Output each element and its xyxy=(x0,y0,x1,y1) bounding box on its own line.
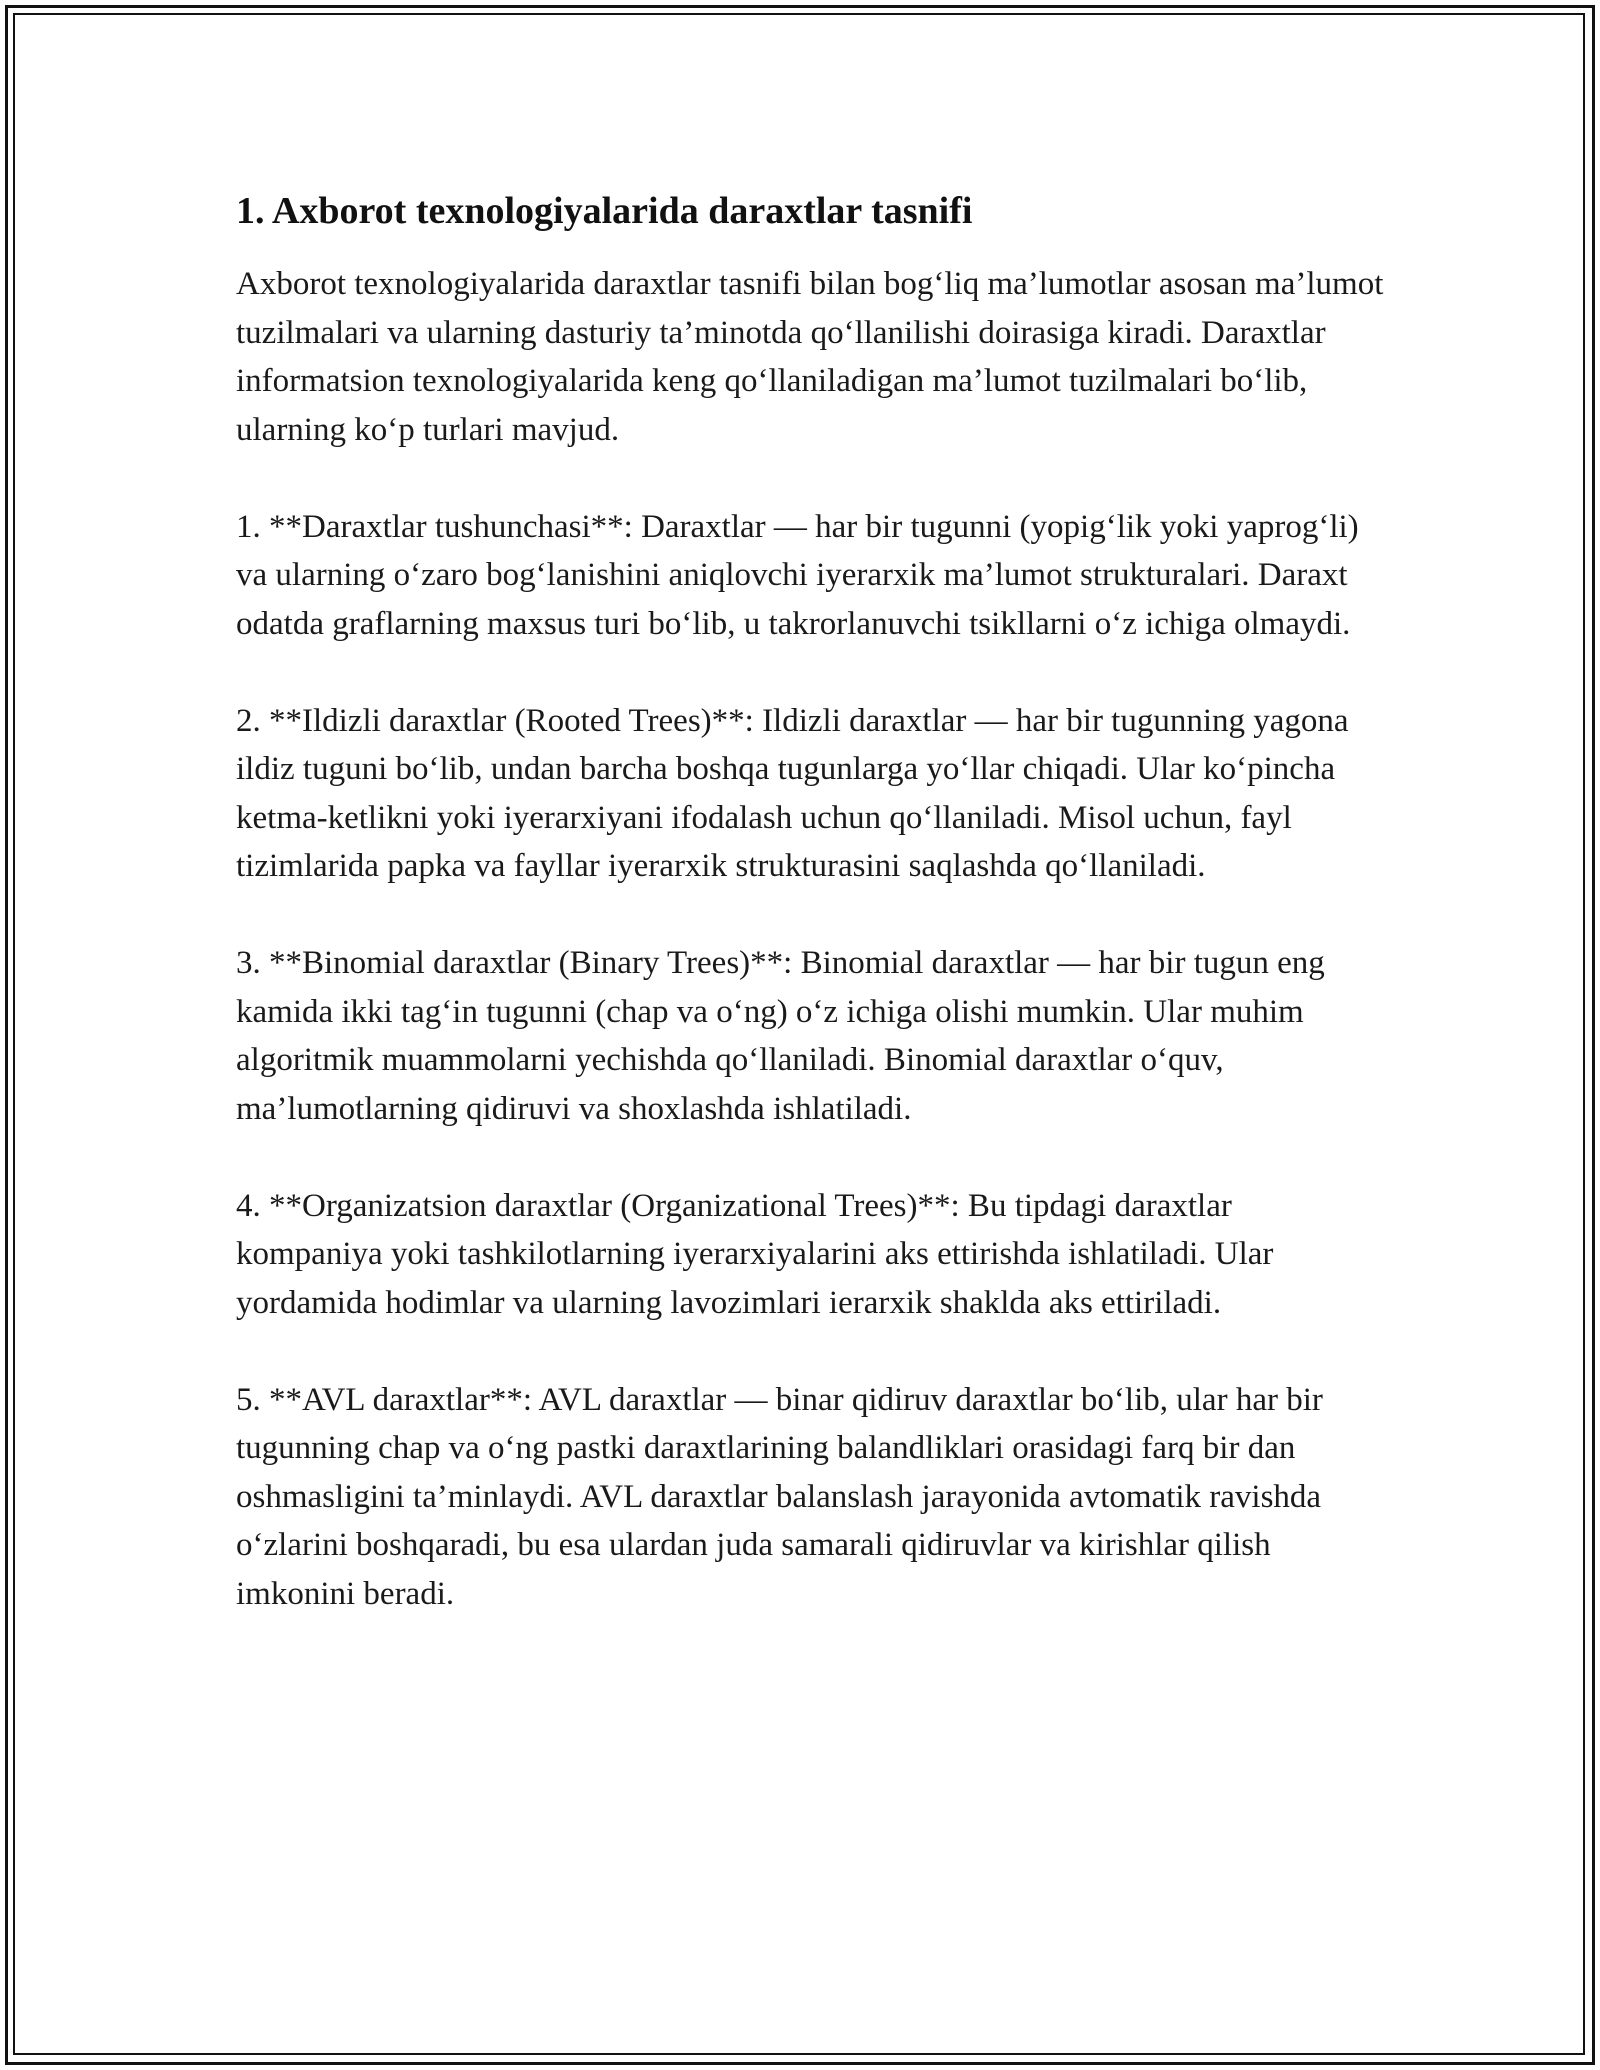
paragraph-item-2: 2. **Ildizli daraxtlar (Rooted Trees)**: Ildizli daraxtlar — har bir tugunning yagona ildiz tuguni bo‘lib, undan barcha boshqa tugunlarga yo‘llar chiqadi. Ular ko‘pincha ketma-ketlikni yoki iyerarxiyani ifodalash uchun qo‘llaniladi. Misol uchun, fayl tizimlarida papka va fayllar iyerarxik strukturasini saqlashda qo‘llaniladi. xyxy=(236,702,1349,884)
paragraph-intro: Axborot texnologiyalarida daraxtlar tasnifi bilan bog‘liq ma’lumotlar asosan ma’lumot tuzilmalari va ularning dasturiy ta’minotda qo‘llanilishi doirasiga kiradi. Daraxtlar informatsion texnologiyalarida keng qo‘llaniladigan ma’lumot tuzilmalari bo‘lib, ularning ko‘p turlari mavjud. xyxy=(236,266,1384,448)
paragraph-item-1: 1. **Daraxtlar tushunchasi**: Daraxtlar — har bir tugunni (yopig‘lik yoki yaprog‘li) va ularning o‘zaro bog‘lanishini aniqlovchi iyerarxik ma’lumot strukturalari. Daraxt odatda graflarning maxsus turi bo‘lib, u takrorlanuvchi tsikllarni o‘z ichiga olmaydi. xyxy=(236,508,1359,642)
paragraph-item-4: 4. **Organizatsion daraxtlar (Organizational Trees)**: Bu tipdagi daraxtlar kompaniya yoki tashkilotlarning iyerarxiyalarini aks ettirishda ishlatiladi. Ular yordamida hodimlar va ularning lavozimlari ierarxik shaklda aks ettiriladi. xyxy=(236,1187,1274,1321)
document-title: 1. Axborot texnologiyalarida daraxtlar tasnifi xyxy=(236,190,973,232)
paragraph-item-5: 5. **AVL daraxtlar**: AVL daraxtlar — binar qidiruv daraxtlar bo‘lib, ular har bir tugunning chap va o‘ng pastki daraxtlarining balandliklari orasidagi farq bir dan oshmasligini ta’minlaydi. AVL daraxtlar balanslash jarayonida avtomatik ravishda o‘zlarini boshqaradi, bu esa ulardan juda samarali qidiruvlar va kirishlar qilish imkonini beradi. xyxy=(236,1381,1323,1612)
document-body xyxy=(236,186,1386,1667)
paragraph-item-3: 3. **Binomial daraxtlar (Binary Trees)**: Binomial daraxtlar — har bir tugun eng kamida ikki tag‘in tugunni (chap va o‘ng) o‘z ichiga olishi mumkin. Ular muhim algoritmik muammolarni yechishda qo‘llaniladi. Binomial daraxtlar o‘quv, ma’lumotlarning qidiruvi va shoxlashda ishlatiladi. xyxy=(236,945,1325,1127)
